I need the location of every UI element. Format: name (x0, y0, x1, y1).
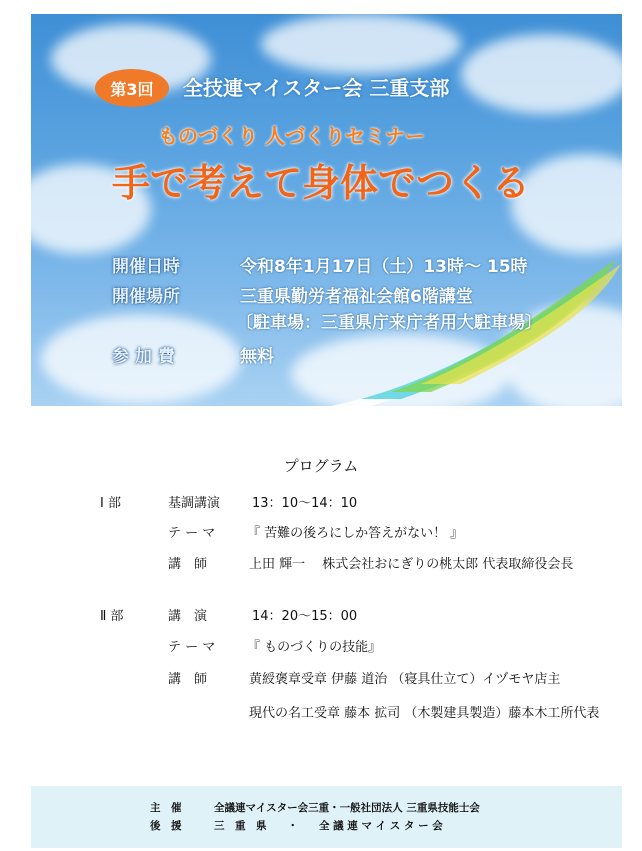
edition-badge: 第3回 (95, 69, 169, 107)
part1-label: Ⅰ 部 (100, 496, 121, 511)
fee-value: 無料 (240, 347, 274, 367)
part1-time: 13：10～14：10 (252, 496, 358, 511)
support-value: 三 重 県 ・ 全 議 連 マ イ ス タ ー 会 (214, 820, 443, 832)
part2-type: 講 演 (168, 609, 208, 624)
part2-lecturer-label: 講 師 (168, 672, 208, 687)
host-label: 主 催 (150, 802, 182, 814)
parking-note: 〔駐車場：三重県庁来庁者用大駐車場〕 (236, 313, 542, 333)
part1-lecturer-label: 講 師 (168, 557, 208, 572)
part2-lecturer-1: 黄綬褒章受章 伊藤 道治 （寝具仕立て）イヅモヤ店主 (249, 672, 561, 687)
part1-theme-label: テ ー マ (168, 526, 216, 541)
fee-label: 参 加 費 (112, 347, 175, 367)
part1-theme: 『 苦難の後ろにしか答えがない！ 』 (247, 526, 464, 541)
footer-box (31, 786, 622, 848)
program-title: プログラム (283, 457, 359, 475)
venue-value: 三重県勤労者福祉会館6階講堂 (240, 287, 473, 307)
support-label: 後 援 (150, 820, 182, 832)
part2-lecturer-2: 現代の名工受章 藤本 拡司 （木製建具製造）藤本木工所代表 (249, 706, 600, 721)
host-value: 全議連マイスター会三重・一般社団法人 三重県技能士会 (214, 802, 480, 814)
seminar-title: 手で考えて身体でつくる (112, 161, 531, 205)
part2-theme: 『 ものづくりの技能』 (247, 640, 382, 655)
part2-label: Ⅱ 部 (100, 609, 124, 624)
part1-type: 基調講演 (168, 496, 221, 511)
part1-lecturer: 上田 輝一 株式会社おにぎりの桃太郎 代表取締役会長 (249, 557, 574, 572)
date-label: 開催日時 (112, 257, 180, 277)
part2-theme-label: テ ー マ (168, 640, 216, 655)
seminar-subtitle: ものづくり 人づくりセミナー (158, 124, 425, 148)
part2-time: 14：20～15：00 (252, 609, 358, 624)
organization-name: 全技連マイスター会 三重支部 (183, 76, 450, 100)
venue-label: 開催場所 (112, 287, 180, 307)
date-value: 令和8年1月17日（土）13時～ 15時 (240, 257, 528, 277)
